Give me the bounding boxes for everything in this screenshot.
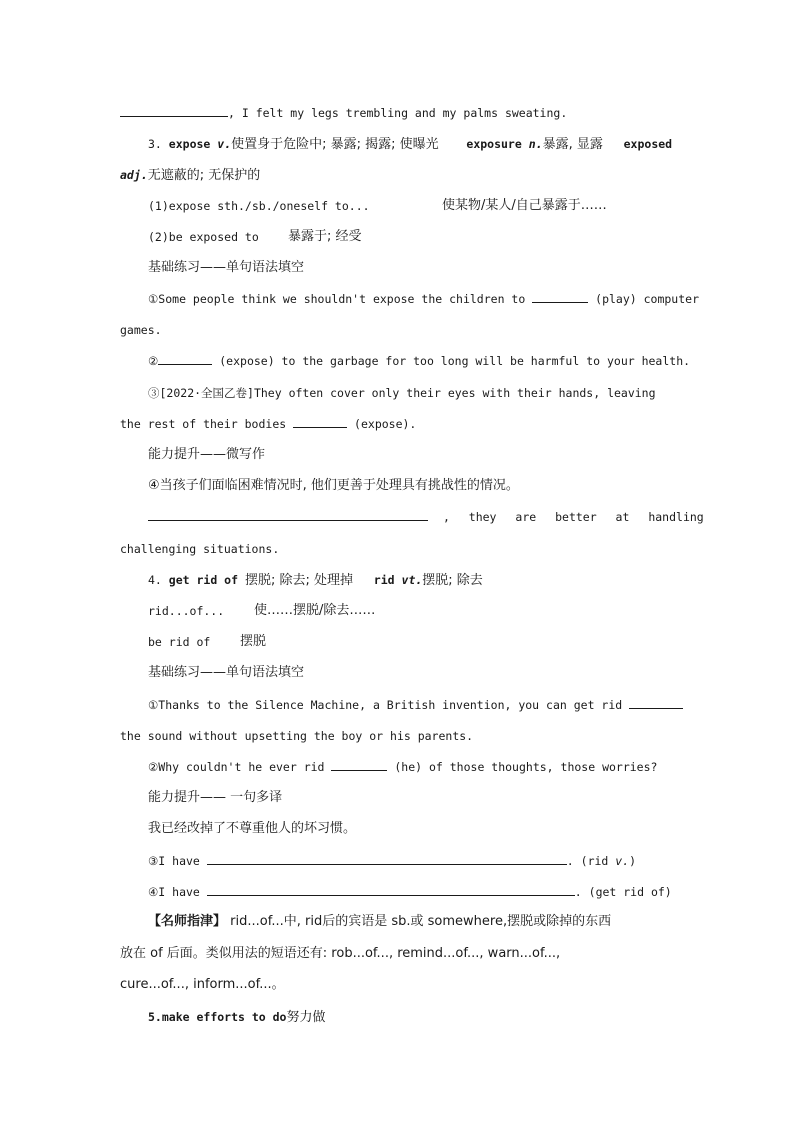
exercise-line (148, 853, 675, 869)
part-of-speech: vt. (401, 573, 423, 587)
exercise-line (148, 759, 675, 775)
phrase-line (148, 603, 675, 619)
item-5-heading (148, 1009, 675, 1026)
vocab-word: rid (373, 573, 395, 587)
answer-blank[interactable] (148, 509, 428, 521)
definition: 无遮蔽的; 无保护的 (147, 168, 261, 183)
phrase-cn: 使某物/某人/自己暴露于…… (442, 198, 607, 213)
definition: 努力做 (286, 1010, 326, 1025)
sentence-text: ④I have (148, 885, 200, 899)
item-number: 3. (148, 137, 162, 151)
answer-blank[interactable] (158, 353, 212, 365)
answer-blank[interactable] (331, 759, 387, 771)
phrase-cn: 摆脱 (240, 634, 267, 649)
definition: 摆脱; 除去 (422, 573, 483, 588)
definition: 摆脱; 除去; 处理掉 (244, 573, 354, 588)
part-of-speech: n. (528, 137, 543, 151)
section-heading: 能力提升—— 一句多译 (148, 790, 283, 805)
phrase-line (148, 198, 675, 214)
exercise-line (120, 416, 675, 432)
vocab-word: exposure (466, 137, 522, 151)
vocab-word: get rid of (168, 573, 239, 587)
phrase-cn: 暴露于; 经受 (288, 229, 362, 244)
sentence-text: (he) of those thoughts, those worries? (394, 760, 658, 774)
sentence-text: ③I have (148, 854, 200, 868)
part-of-speech: adj. (120, 168, 148, 182)
vocab-word: make efforts to do (161, 1010, 287, 1024)
sentence-text: ) (629, 854, 637, 868)
answer-blank[interactable] (207, 853, 567, 865)
answer-blank[interactable] (207, 884, 575, 896)
tip-text: 放在 of 后面。类似用法的短语还有: rob...of..., remind...of..., warn...of..., (120, 946, 561, 961)
definition: 使置身于危险中; 暴露; 揭露; 使曝光 (231, 137, 439, 152)
part-of-speech: v. (217, 137, 232, 151)
sentence-text: ②Why couldn't he ever rid (148, 760, 325, 774)
part-of-speech: v. (615, 854, 630, 868)
exercise-line (148, 353, 691, 369)
sentence-text: , they are better at handling (442, 510, 704, 524)
answer-blank[interactable] (629, 697, 683, 709)
vocab-word: expose (168, 137, 211, 151)
phrase-en: rid...of... (148, 604, 225, 618)
item-3-heading-cont (120, 167, 675, 184)
phrase-en: (1)expose sth./sb./oneself to... (148, 199, 370, 213)
sentence-text: games. (120, 323, 162, 337)
sentence-text: the rest of their bodies (120, 417, 287, 431)
tip-label: 【名师指津】 (148, 914, 227, 929)
phrase-line (148, 229, 675, 245)
exercise-line (148, 291, 699, 307)
sentence-text: , I felt my legs trembling and my palms sweating. (228, 106, 568, 120)
sentence-text: (expose) to the garbage for too long will be harmful to your health. (219, 354, 691, 368)
sentence-text: (play) computer (595, 292, 699, 306)
section-heading: 基础练习——单句语法填空 (148, 260, 305, 275)
sentence-text: ①Some people think we shouldn't expose the children to (148, 292, 526, 306)
vocab-word: exposed (623, 137, 673, 151)
phrase-line (148, 634, 675, 650)
sentence-text: ② (148, 354, 159, 368)
sentence-text: ①Thanks to the Silence Machine, a British invention, you can get rid (148, 698, 623, 712)
sentence-text: ④当孩子们面临困难情况时, 他们更善于处理具有挑战性的情况。 (148, 478, 519, 493)
exercise-line (148, 509, 704, 525)
sentence-text: . (get rid of) (574, 885, 672, 899)
phrase-cn: 使……摆脱/除去…… (254, 603, 376, 618)
phrase-en: (2)be exposed to (148, 230, 259, 244)
sentence-text: (expose). (354, 417, 417, 431)
section-heading: 能力提升——微写作 (148, 447, 266, 462)
sentence-text: challenging situations. (120, 542, 280, 556)
item-number: 4. (148, 573, 162, 587)
text-line (120, 105, 675, 121)
definition: 暴露, 显露 (542, 137, 603, 152)
item-3-heading (148, 136, 675, 153)
tip-text: cure...of..., inform...of...。 (120, 977, 285, 992)
sentence-text: the sound without upsetting the boy or his parents. (120, 729, 474, 743)
item-number: 5. (148, 1010, 162, 1024)
tip-text: rid...of...中, rid后的宾语是 sb.或 somewhere,摆脱或除掉的东西 (230, 914, 612, 929)
answer-blank[interactable] (120, 105, 228, 117)
answer-blank[interactable] (532, 291, 588, 303)
exercise-line (148, 884, 675, 900)
exercise-line (148, 697, 675, 713)
sentence-text: . (rid (566, 854, 609, 868)
sentence-text: ③[2022·全国乙卷]They often cover only their eyes with their hands, leaving (148, 386, 656, 400)
section-heading: 基础练习——单句语法填空 (148, 665, 305, 680)
answer-blank[interactable] (293, 416, 347, 428)
item-4-heading (148, 572, 675, 589)
tip-line (148, 914, 703, 930)
sentence-text: 我已经改掉了不尊重他人的坏习惯。 (148, 821, 357, 836)
phrase-en: be rid of (148, 635, 211, 649)
